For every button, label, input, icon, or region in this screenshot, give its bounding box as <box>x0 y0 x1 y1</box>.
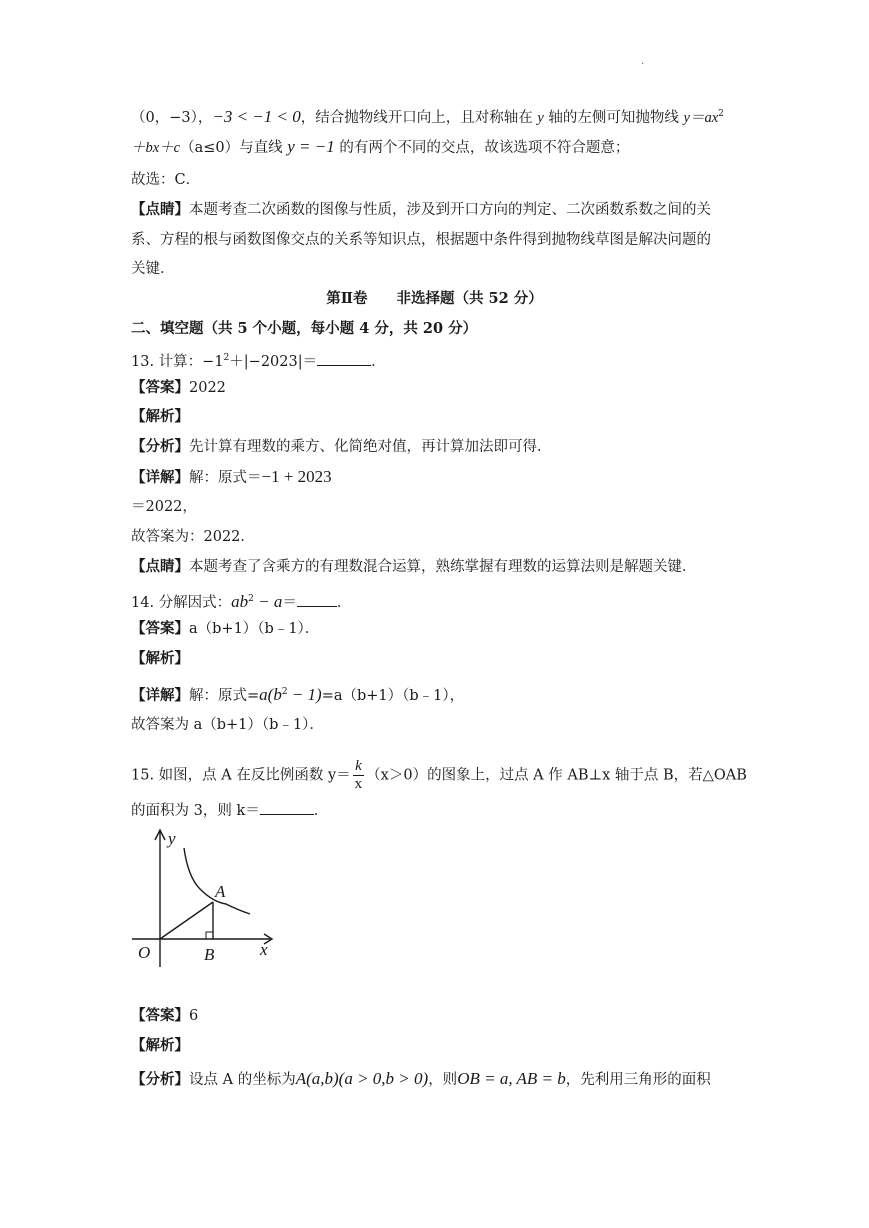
section-title: 第Ⅱ卷 非选择题（共 52 分） <box>326 290 543 307</box>
text-line: 系、方程的根与函数图像交点的关系等知识点，根据题中条件得到抛物线草图是解决问题的 <box>131 232 711 248</box>
analysis-heading: 【解析】 <box>131 650 189 667</box>
text-line: ＝2022， <box>131 499 197 515</box>
text-line: 【分析】先计算有理数的乘方、化简绝对值，再计算加法即可得． <box>131 438 552 455</box>
label-y: y <box>168 829 176 848</box>
analysis-heading: 【解析】 <box>131 408 189 425</box>
segment-oa <box>160 902 213 939</box>
text-line: 【详解】解：原式$=a(b^2$ − 1)=a（b+1）（b﹣1）， <box>131 684 465 704</box>
text-line: 故答案为 a（b+1）（b﹣1）． <box>131 717 324 733</box>
text-line: （0，−3），−3 < −1 < 0，结合抛物线开口向上，且对称轴在 y 轴的左侧可知抛物线 $y=ax^2$ <box>131 106 724 126</box>
page-marker: . <box>641 56 645 67</box>
text-line: 故选：C． <box>131 172 201 188</box>
hyperbola-curve <box>184 848 250 914</box>
question-13: 13. 计算：$-1^2+|-2023|=$ ． <box>131 353 386 370</box>
label-a: A <box>215 882 226 901</box>
answer-blank <box>260 802 314 815</box>
fraction: $\frac{k}{x}$ <box>354 758 363 792</box>
label-b: B <box>204 945 215 964</box>
text-line: 关键． <box>131 261 175 277</box>
question-14: 14. 分解因式：$ab^2 - a=$ ． <box>131 591 352 611</box>
text-line: 的面积为 3，则 k＝ ． <box>131 803 329 819</box>
answer-13: 【答案】2022 <box>131 379 226 396</box>
question-15: 15. 如图，点 A 在反比例函数 y＝ $\frac{k}{x}$ （x＞0）的图象上，过点 A 作 AB⊥x 轴于点 B，若△OAB <box>131 758 747 792</box>
answer-14: 【答案】a（b+1）（b﹣1）． <box>131 620 320 637</box>
label-o: O <box>138 943 151 962</box>
answer-blank <box>297 594 337 607</box>
text-line: 【点睛】本题考查二次函数的图像与性质，涉及到开口方向的判定、二次函数系数之间的关 <box>131 201 711 218</box>
label-x: x <box>260 940 268 959</box>
tag-dianjing: 【点睛】 <box>131 201 189 218</box>
answer-15: 【答案】6 <box>131 1007 199 1024</box>
text-line: 故答案为：2022． <box>131 529 255 545</box>
text-line: 【点睛】本题考查了含乘方的有理数混合运算，熟练掌握有理数的运算法则是解题关键． <box>131 558 697 575</box>
text-line: 【分析】设点 A 的坐标为A(a,b)(a > 0,b > 0)，则OB = a, AB = b，先利用三角形的面积 <box>131 1069 711 1088</box>
text-line: 【详解】解：原式＝−1 + 2023 <box>131 467 332 486</box>
analysis-heading: 【解析】 <box>131 1037 189 1054</box>
answer-blank <box>317 353 371 366</box>
text-line: ＋bx＋c（a≤0）与直线 y = −1 的有两个不同的交点，故该选项不符合题意； <box>131 137 630 156</box>
hyperbola-figure <box>128 822 288 972</box>
part-heading: 二、填空题（共 5 个小题，每小题 4 分，共 20 分） <box>131 320 478 337</box>
right-angle-mark <box>206 932 213 939</box>
